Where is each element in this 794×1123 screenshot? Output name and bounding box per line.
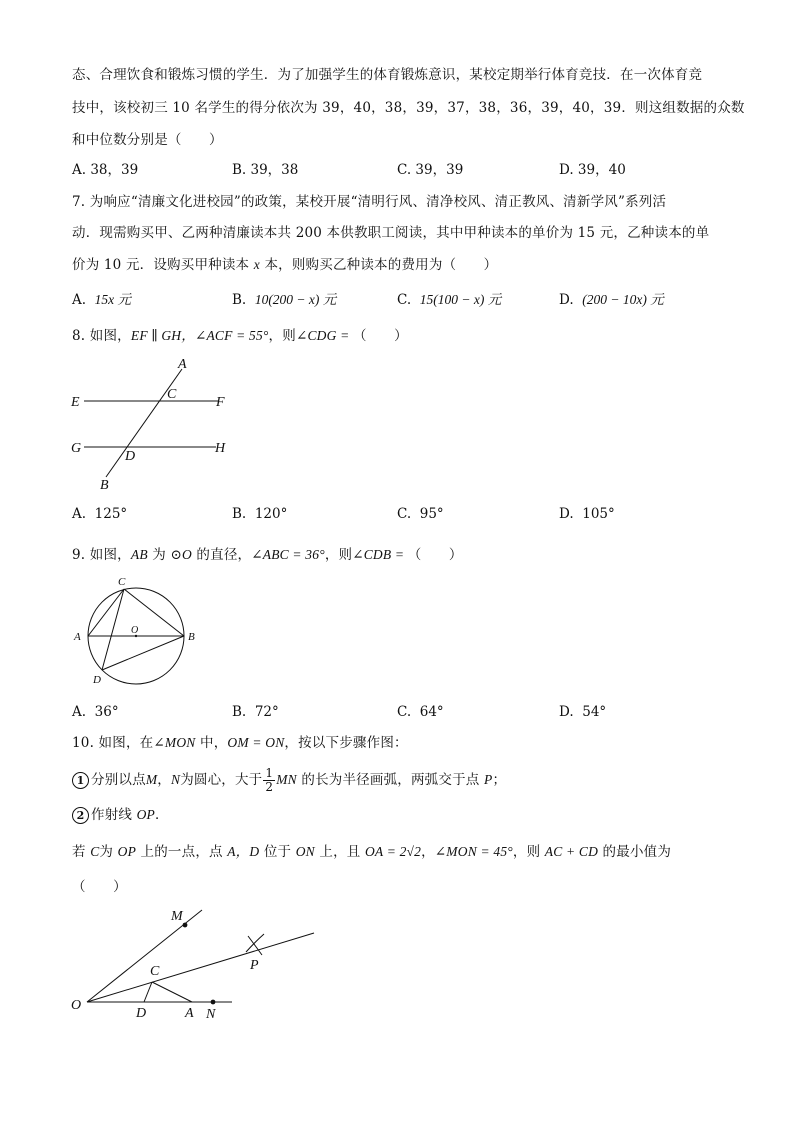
q10-text: ； (492, 772, 507, 788)
q9-stem (72, 545, 463, 565)
option-key: A. (72, 506, 87, 522)
q9-circle: ⊙O (170, 547, 192, 562)
q8-figure (68, 355, 238, 495)
q8-condition: EF ∥ GH，∠ACF = 55° (130, 328, 269, 343)
option-expr: 120° (254, 506, 288, 522)
fraction (263, 767, 275, 794)
option-expr: 10(200 − x) 元 (254, 292, 337, 307)
option-expr: 36° (94, 704, 119, 720)
option-expr: 72° (254, 704, 279, 720)
segment-cd (144, 982, 152, 1002)
q8-stem (72, 326, 408, 346)
q10-text: 分别以点 (91, 772, 146, 788)
label-d: D (125, 449, 136, 464)
option-key: D. (559, 292, 574, 308)
chord-ca (88, 589, 124, 636)
q9-text: 的直径， (191, 547, 252, 563)
q10-text: 的最小值为 (598, 844, 672, 860)
q7-text: 本，则购买乙种读本的费用为（ ） (259, 257, 498, 273)
option-key: A. (72, 292, 87, 308)
option-key: B. (232, 506, 247, 522)
q10-point-m: M (145, 772, 158, 787)
q7-variable: x (253, 257, 260, 272)
q7-option-b[interactable] (232, 290, 336, 310)
label-c: C (167, 387, 177, 402)
q7-option-d[interactable] (559, 290, 664, 310)
q9-condition: ∠ABC = 36° (251, 547, 325, 562)
option-key: C. (397, 292, 412, 308)
label-h: H (215, 441, 226, 456)
point-m (183, 923, 188, 928)
q10-text: 中， (195, 735, 228, 751)
label-d: D (93, 674, 101, 686)
segment-ca (152, 982, 192, 1002)
option-expr: 95° (419, 506, 444, 522)
q9-target: ∠CDB = (352, 547, 408, 562)
q7-option-c[interactable] (397, 290, 501, 310)
q10-text: ， (421, 844, 435, 860)
q8-option-d[interactable] (559, 504, 615, 524)
q10-text: ，按以下步骤作图： (284, 735, 408, 751)
label-n: N (206, 1007, 216, 1022)
q10-text: 位于 (259, 844, 296, 860)
q10-condition (72, 842, 671, 862)
q6-stem-line2: 技中，该校初三 10 名学生的得分依次为 39，40，38，39，37，38，36，39，40，39．则这组数据的众数 (72, 100, 745, 116)
q8-text: ，则 (268, 328, 296, 344)
q10-text: ，则 (512, 844, 545, 860)
q7-options (72, 290, 722, 310)
label-m: M (171, 909, 183, 924)
q9-option-b[interactable] (232, 702, 279, 722)
q10-text: ， (157, 772, 171, 788)
q10-point-n: N (170, 772, 181, 787)
label-c: C (118, 576, 126, 588)
option-expr: 125° (94, 506, 128, 522)
q9-options (72, 702, 722, 722)
option-key: B. (232, 704, 247, 720)
q8-blank: （ ） (353, 328, 408, 344)
q10-text: 上的一点，点 (136, 844, 228, 860)
q10-expression: AC + CD (544, 844, 599, 859)
option-expr: (200 − 10x) 元 (582, 292, 664, 307)
q10-text: 若 (72, 844, 91, 860)
q6-option-a[interactable]: A. 38，39 (72, 162, 139, 178)
q8-text: 8. 如图， (72, 328, 131, 344)
option-key: D. (559, 506, 574, 522)
q8-option-a[interactable] (72, 504, 127, 524)
q10-text: 的长为半径画弧，两弧交于点 (296, 772, 484, 788)
option-expr: 64° (419, 704, 444, 720)
label-o: O (131, 625, 139, 636)
q10-text: 10. 如图，在 (72, 735, 154, 751)
label-p: P (250, 958, 259, 973)
ray-op (87, 933, 314, 1002)
q10-equality: OM = ON (227, 735, 285, 750)
q6-stem-line3: 和中位数分别是（ ） (72, 132, 223, 148)
label-a: A (185, 1006, 194, 1021)
label-b: B (100, 478, 109, 493)
fraction-numerator: 1 (265, 766, 274, 780)
label-o: O (71, 998, 82, 1013)
line-ab (106, 369, 182, 477)
label-g: G (71, 441, 82, 456)
label-a: A (74, 631, 81, 643)
q10-angle: ∠MON (153, 735, 196, 750)
q9-option-a[interactable] (72, 702, 119, 722)
q7-stem-line3 (72, 255, 497, 275)
q9-text: 9. 如图， (72, 547, 131, 563)
q10-ray-op: OP (117, 844, 137, 859)
q10-step2 (72, 805, 169, 825)
option-key: D. (559, 704, 574, 720)
q6-stem-line1: 态、合理饮食和锻炼习惯的学生．为了加强学生的体育锻炼意识，某校定期举行体育竞技．在一次体育竞 (72, 67, 703, 83)
fraction-denominator: 2 (265, 780, 274, 794)
label-c: C (150, 964, 160, 979)
q10-blank: （ ） (72, 879, 127, 895)
q6-options (72, 160, 722, 180)
q8-options (72, 504, 722, 524)
q9-option-c[interactable] (397, 702, 444, 722)
q9-option-d[interactable] (559, 702, 606, 722)
q10-text: 上，且 (314, 844, 365, 860)
q10-text: ． (155, 807, 169, 823)
q10-text: 为圆心，大于 (180, 772, 263, 788)
q10-point-c: C (90, 844, 100, 859)
q8-target: ∠CDG = (295, 328, 354, 343)
q10-angle-value: ∠MON = 45° (434, 844, 513, 859)
label-d: D (136, 1006, 147, 1021)
step-marker: 1 (72, 772, 89, 789)
q10-point-p: P (483, 772, 493, 787)
q9-blank: （ ） (407, 547, 463, 563)
q8-option-b[interactable] (232, 504, 287, 524)
step-marker: 2 (72, 807, 89, 824)
q9-diameter: AB (130, 547, 148, 562)
q10-step1 (72, 767, 506, 794)
q10-points-ad: A，D (227, 844, 260, 859)
q9-figure (70, 573, 205, 693)
q9-text: 为 (147, 547, 171, 563)
q7-text: 价为 10 元．设购买甲种读本 (72, 257, 254, 273)
label-e: E (71, 395, 80, 410)
q7-stem-line1: 7. 为响应“清廉文化进校园”的政策，某校开展“清明行风、清净校风、清正教风、清新学风”系列活 (72, 194, 667, 210)
chord-db (102, 636, 184, 670)
option-key: C. (397, 704, 412, 720)
option-key: A. (72, 704, 87, 720)
q6-option-d[interactable]: D. 39，40 (559, 162, 626, 178)
q10-text: 为 (99, 844, 118, 860)
q6-option-c[interactable]: C. 39，39 (397, 162, 464, 178)
q10-text: 作射线 (91, 807, 137, 823)
option-key: C. (397, 506, 412, 522)
q10-ray-on: ON (295, 844, 315, 859)
label-a: A (178, 357, 187, 372)
q9-text: ，则 (324, 547, 353, 563)
point-n (211, 1000, 216, 1005)
q8-option-c[interactable] (397, 504, 444, 524)
option-expr: 105° (582, 506, 615, 522)
label-b: B (188, 631, 195, 643)
label-f: F (216, 395, 225, 410)
q10-segment-mn: MN (276, 772, 297, 787)
option-expr: 54° (582, 704, 607, 720)
q7-option-a[interactable] (72, 290, 131, 310)
q10-stem (72, 733, 408, 753)
q6-option-b[interactable]: B. 39，38 (232, 162, 299, 178)
chord-cd (102, 589, 124, 670)
q10-ray-op: OP (136, 807, 155, 822)
option-key: B. (232, 292, 247, 308)
q7-stem-line2: 动．现需购买甲、乙两种清廉读本共 200 本供教职工阅读，其中甲种读本的单价为 15 元，乙种读本的单 (72, 225, 710, 241)
q10-length-oa: OA = 2√2 (364, 844, 422, 859)
q10-figure (64, 900, 324, 1022)
option-expr: 15x 元 (94, 292, 132, 307)
option-expr: 15(100 − x) 元 (419, 292, 502, 307)
